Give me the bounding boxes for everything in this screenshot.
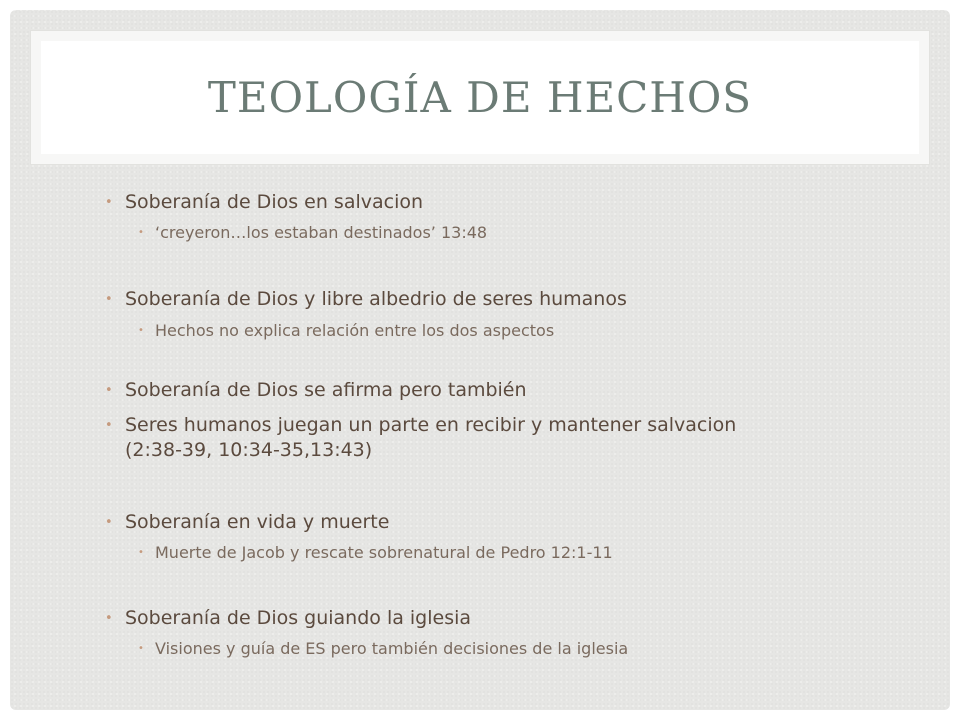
bullet-text: Soberanía de Dios y libre albedrio de seres humanos [125, 288, 627, 310]
sub-bullet-text: Muerte de Jacob y rescate sobrenatural de Pedro 12:1-11 [155, 543, 613, 562]
sub-bullet-dot-icon: • [138, 325, 144, 336]
bullet-item [105, 287, 825, 312]
sub-bullet-item [138, 542, 845, 564]
bullet-item [105, 606, 825, 631]
bullet-dot-icon: • [105, 195, 113, 210]
bullet-dot-icon: • [105, 292, 113, 307]
bullet-text: Soberanía de Dios se afirma pero también [125, 379, 527, 401]
sub-bullet-text: Hechos no explica relación entre los dos aspectos [155, 321, 555, 340]
bullet-dot-icon: • [105, 611, 113, 626]
bullet-dot-icon: • [105, 418, 113, 433]
sub-bullet-item [138, 638, 845, 660]
bullet-dot-icon: • [105, 383, 113, 398]
bullet-item [105, 378, 825, 403]
sub-bullet-text: ‘creyeron…los estaban destinados’ 13:48 [155, 223, 488, 242]
bullet-dot-icon: • [105, 515, 113, 530]
slide [10, 10, 950, 710]
bullet-item [105, 413, 765, 463]
bullet-item [105, 190, 825, 215]
sub-bullet-item [138, 222, 845, 244]
sub-bullet-dot-icon: • [138, 643, 144, 654]
bullet-text: Soberanía de Dios guiando la iglesia [125, 607, 472, 629]
sub-bullet-dot-icon: • [138, 227, 144, 238]
bullet-item [105, 510, 825, 535]
bullet-text: Soberanía en vida y muerte [125, 511, 390, 533]
sub-bullet-text: Visiones y guía de ES pero también decisiones de la iglesia [155, 639, 629, 658]
bullet-text: Seres humanos juegan un parte en recibir y mantener salvacion (2:38-39, 10:34-35,13:43) [125, 414, 737, 461]
slide-content [10, 10, 950, 710]
bullet-text: Soberanía de Dios en salvacion [125, 191, 424, 213]
sub-bullet-item [138, 320, 845, 342]
sub-bullet-dot-icon: • [138, 547, 144, 558]
slide-title: TEOLOGÍA DE HECHOS [207, 73, 753, 122]
